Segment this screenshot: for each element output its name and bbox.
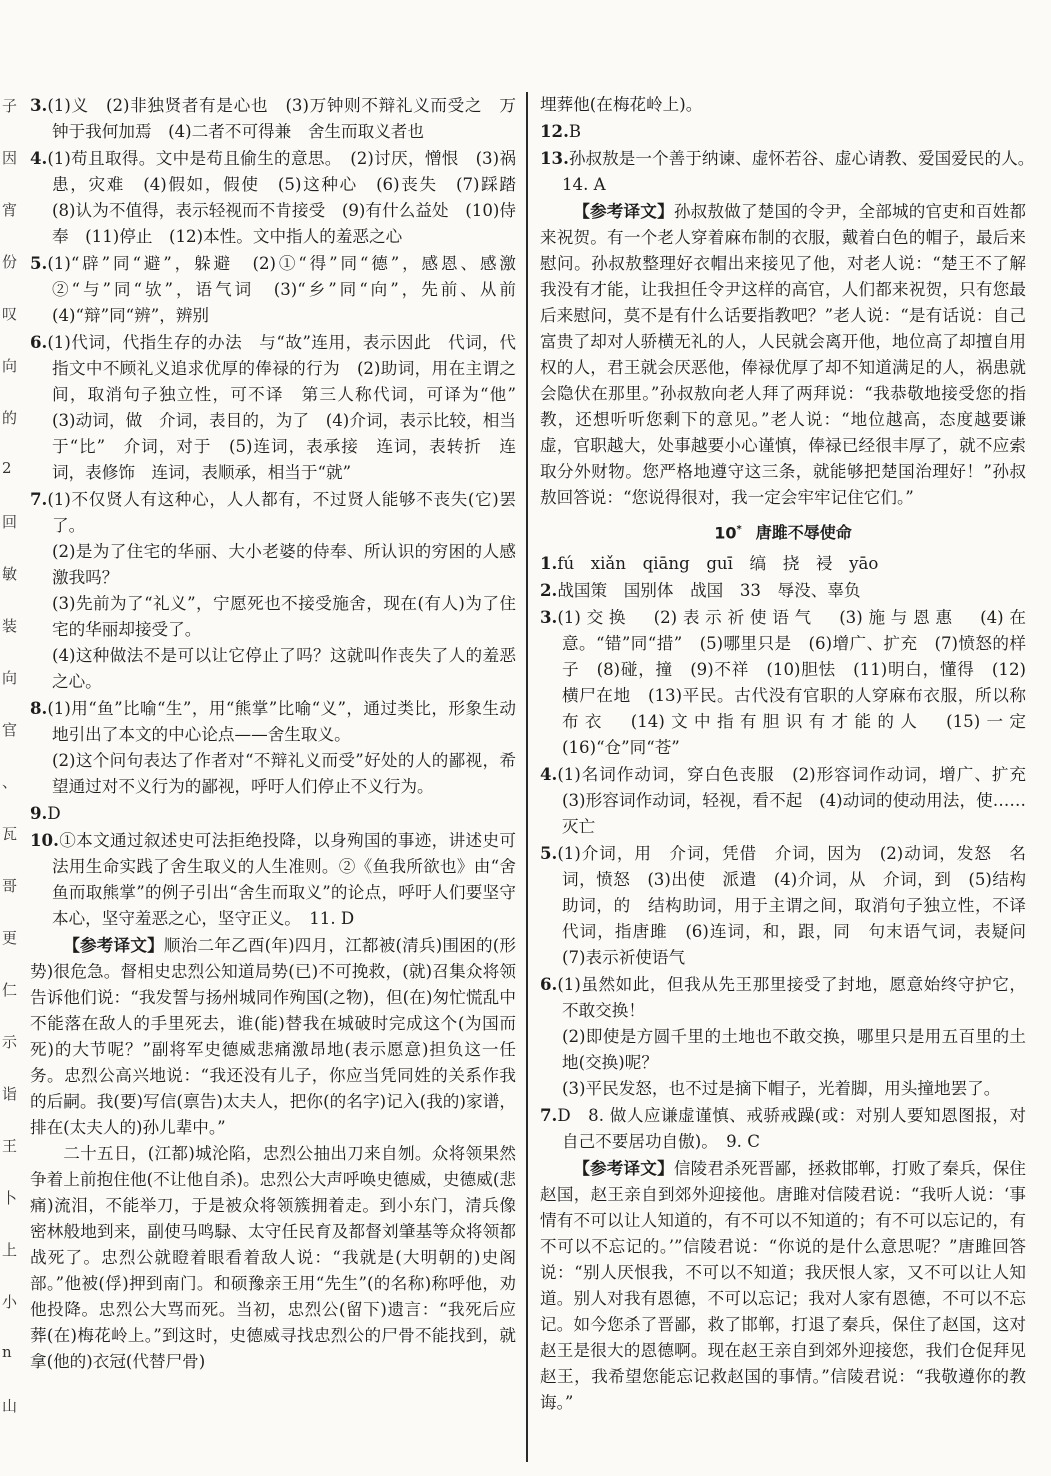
item-text: (1)“辟”同“避”，躲避 (2)①“得”同“德”，感恩、感激 ②“与”同“欤”，语气词 (3)“乡”同“向”，先前、从前 (4)“辩”同“辨”，辨别 (47, 254, 533, 325)
gutter-fragment: 示 (2, 1033, 18, 1051)
answer-item (30, 145, 533, 250)
gutter-fragment: 上 (2, 1241, 18, 1259)
item-text: (1)义 (2)非独贤者有是心也 (3)万钟则不辩礼义而受之 万钟于我何加焉 (4)二者不可得兼 舍生而取义者也 (47, 96, 516, 141)
answer-item (540, 577, 1026, 604)
item-text: fú xiǎn qiāng guī 缟 挠 祲 yāo (557, 554, 879, 574)
item-text: D 8. 做人应谦虚谨慎、戒骄戒躁(或：对别人要知恩图报，对自己不要居功自傲)。 9. C (557, 1106, 1026, 1152)
section-heading (540, 517, 1026, 546)
item-text: ①本文通过叙述史可法拒绝投降，以身殉国的事迹，讲述史可法用生命实践了舍生取义的人生准则。②《鱼我所欲也》由“舍鱼而取熊掌”的例子引出“舍生而取义”的论点，呼吁人们要坚守本心，坚守羞恶之心，坚守正义。 11. D (52, 831, 516, 928)
item-text: D (47, 804, 61, 823)
right-column (540, 92, 1043, 1416)
gutter-fragment: 更 (2, 929, 18, 947)
item-text: (1)用“鱼”比喻“生”，用“熊掌”比喻“义”，通过类比，形象生动地引出了本文的中心论点——舍生取义。 (47, 699, 516, 744)
gutter-fragment: 仁 (2, 981, 18, 999)
item-number: 8. (30, 698, 48, 718)
item-number: 4. (540, 764, 558, 785)
item-number: 5. (540, 843, 558, 864)
item-text: (1)不仅贤人有这种心，人人都有，不过贤人能够不丧失(它)罢了。 (47, 490, 516, 535)
gutter-fragment: 2 (2, 459, 12, 477)
answer-item (30, 329, 533, 486)
answer-item (30, 92, 516, 145)
reference-translation (540, 198, 1026, 511)
gutter-fragment: 向 (2, 357, 18, 375)
reference-translation-label: 【参考译文】 (573, 1158, 674, 1179)
gutter-fragment: 官 (2, 721, 18, 739)
answer-item (540, 971, 1026, 1024)
item-number: 13. (540, 148, 569, 168)
gutter-fragment: 诣 (2, 1085, 18, 1103)
answer-item (540, 550, 1026, 577)
heading-star: * (736, 524, 742, 535)
item-number: 1. (540, 553, 558, 574)
translation-paragraph: 二十五日，(江都)城沦陷，忠烈公抽出刀来自刎。众将领果然争着上前抱住他(不让他自杀)。忠烈公大声呼唤史德威，史德威(悲痛)流泪，不能举刀，于是被众将领簇拥着走。到小东门，清兵像密林般地到来，副使马鸣騄、太守任民育及都督刘肇基等众将领都战死了。忠烈公就瞪着眼看着敌人说：“我就是(大明朝的)史阁部。”他被(俘)押到南门。和硕豫亲王用“先生”(的名称)称呼他，劝他投降。忠烈公大骂而死。当初，忠烈公(留下)遗言：“我死后应葬(在)梅花岭上。”到这时，史德威寻找忠烈公的尸骨不能找到，就拿(他的)衣冠(代替尸骨) (30, 1144, 516, 1371)
gutter-fragment: 向 (2, 669, 18, 687)
answer-subitem: (2)这个问句表达了作者对“不辩礼义而受”好处的人的鄙视，希望通过对不义行为的鄙视，呼吁人们停止不义行为。 (52, 751, 516, 796)
heading-title: 唐雎不辱使命 (755, 523, 852, 543)
heading-number: 10 (714, 523, 737, 543)
gutter-fragment: 的 (2, 409, 18, 427)
gutter-fragment: 哥 (2, 877, 18, 895)
reference-translation (540, 1155, 1026, 1416)
left-gutter-fragments (0, 0, 24, 1476)
item-text: (1)交换 (2)表示祈使语气 (3)施与恩惠 (4)在意。“错”同“措” (5)哪里只是 (6)增广、扩充 (7)愤怒的样子 (8)碰，撞 (9)不祥 (10)胆怯 (11)明白，懂得 (12)横尸在地 (13)平民。古代没有官职的人穿麻布衣服，所以称布衣 (14)文中指有胆识有才能的人 (15)一定 (16)“仓”同“苍” (557, 608, 1043, 758)
item-number: 3. (30, 95, 48, 115)
gutter-fragment: 卜 (2, 1189, 18, 1207)
item-text: 孙叔敖是一个善于纳谏、虚怀若谷、虚心请教、爱国爱民的人。 14. A (562, 149, 1043, 194)
item-text: (1)苟且取得。文中是苟且偷生的意思。 (2)讨厌，憎恨 (3)祸患，灾难 (4)假如，假使 (5)这种心 (6)丧失 (7)踩踏 (8)认为不值得，表示轻视而不肯接受 (9)有什么益处 (10)侍奉 (11)停止 (12)本性。文中指人的羞恶之心 (47, 149, 533, 246)
answer-item (30, 695, 516, 748)
item-number: 5. (30, 253, 48, 273)
answer-subitem: (2)是为了住宅的华丽、大小老婆的侍奉、所认识的穷困的人感激我吗？ (52, 542, 516, 587)
gutter-fragment: 因 (2, 149, 18, 167)
gutter-fragment: 子 (2, 97, 18, 115)
gutter-fragment: 回 (2, 513, 18, 531)
item-number: 9. (30, 803, 48, 823)
answer-item (540, 761, 1043, 840)
item-number: 6. (540, 974, 558, 995)
item-text: (1)虽然如此，但我从先王那里接受了封地，愿意始终守护它，不敢交换！ (557, 975, 1026, 1021)
gutter-fragment: 装 (2, 617, 18, 635)
item-number: 7. (30, 489, 48, 509)
gutter-fragment: 、 (2, 773, 18, 791)
answer-item (30, 250, 533, 329)
answer-item (540, 118, 1026, 145)
answer-subitem: (2)即使是方圆千里的土地也不敢交换，哪里只是用五百里的土地(交换)呢？ (562, 1027, 1026, 1073)
item-text: (1)代词，代指生存的办法 与“故”连用，表示因此 代词，代指文中不顾礼义追求优厚的俸禄的行为 (2)助词，用在主谓之间，取消句子独立性，可不译 第三人称代词，可译为“他” (3)动词，做 介词，表目的，为了 (4)介词，表示比较，相当于“比” 介词，对于 (5)连词，表承接 连词，表转折 连词，表修饰 连词，表顺承，相当于“就” (47, 333, 533, 482)
left-column (30, 92, 533, 1375)
answer-subitem: (4)这种做法不是可以让它停止了吗？这就叫作丧失了人的羞恶之心。 (52, 646, 516, 691)
item-text: (1)名词作动词，穿白色丧服 (2)形容词作动词，增广、扩充 (3)形容词作动词，轻视，看不起 (4)动词的使动用法，使……灭亡 (557, 765, 1043, 837)
reference-translation-label: 【参考译文】 (573, 201, 674, 221)
answer-item (30, 486, 516, 539)
gutter-fragment: 王 (2, 1137, 18, 1155)
gutter-fragment: 敏 (2, 565, 18, 583)
item-text: 战国策 国别体 战国 33 辱没、辜负 (557, 581, 861, 601)
answer-item (30, 800, 516, 827)
translation-text: 孙叔敖做了楚国的令尹，全部城的官吏和百姓都来祝贺。有一个老人穿着麻布制的衣服，戴着白色的帽子，最后来慰问。孙叔敖整理好衣帽出来接见了他，对老人说：“楚王不了解我没有才能，让我担任令尹这样的高官，人们都来祝贺，只有您最后来慰问，莫不是有什么话要指教吧？”老人说：“是有话说：自己富贵了却对人骄横无礼的人，人民就会离开他，地位高了却擅自用权的人，君王就会厌恶他，俸禄优厚了却不知道满足的人，祸患就会隐伏在那里。”孙叔敖向老人拜了两拜说：“我恭敬地接受您的指教，还想听听您剩下的意见。”老人说：“地位越高，态度越要谦虚，官职越大，处事越要小心谨慎，俸禄已经很丰厚了，就不应索取分外财物。您严格地遵守这三条，就能够把楚国治理好！”孙叔敖回答说：“您说得很对，我一定会牢牢记住它们。” (540, 202, 1027, 507)
gutter-fragment: 山 (2, 1397, 18, 1415)
answer-item (540, 840, 1043, 971)
continuation-text: 埋葬他(在梅花岭上)。 (540, 95, 703, 114)
answer-item (540, 604, 1043, 761)
gutter-fragment: 瓦 (2, 825, 18, 843)
reference-translation-label: 【参考译文】 (63, 935, 164, 955)
answer-item (540, 1102, 1026, 1155)
reference-translation (30, 932, 516, 1141)
item-number: 12. (540, 121, 569, 141)
gutter-fragment: 叹 (2, 305, 18, 323)
item-text: (1)介词，用 介词，凭借 介词，因为 (2)动词，发怒 名词，愤怒 (3)出使 派遣 (4)介词，从 介词，到 (5)结构助词，的 结构助词，用于主谓之间，取消句子独立性，不译 代词，指唐雎 (6)连词，和，跟，同 句末语气词，表疑问 (7)表示祈使语气 (557, 844, 1043, 968)
answer-item (30, 827, 516, 932)
item-number: 4. (30, 148, 48, 168)
item-number: 10. (30, 830, 59, 850)
item-number: 7. (540, 1105, 558, 1126)
translation-text: 顺治二年乙酉(年)四月，江都被(清兵)围困的(形势)很危急。督相史忠烈公知道局势(已)不可挽救，(就)召集众将领告诉他们说：“我发誓与扬州城同作殉国(之物)，但(在)匆忙慌乱中不能落在敌人的手里死去，谁(能)替我在城破时完成这个(为国而死)的大节呢？”副将军史德威悲痛激昂地(表示愿意)担负这一任务。忠烈公高兴地说：“我还没有儿子，你应当凭同姓的关系作我的后嗣。我(要)写信(禀告)太夫人，把你(的名字)记入(我的)家谱，排在(太夫人的)孙儿辈中。” (30, 936, 517, 1137)
item-text: B (568, 122, 582, 141)
answer-subitem: (3)平民发怒，也不过是摘下帽子，光着脚，用头撞地罢了。 (562, 1079, 1001, 1099)
answer-item (540, 145, 1043, 198)
gutter-fragment: n (2, 1343, 12, 1361)
gutter-fragment: 小 (2, 1293, 18, 1311)
translation-text: 信陵君杀死晋鄙，拯救邯郸，打败了秦兵，保住赵国，赵王亲自到郊外迎接他。唐雎对信陵君说：“我听人说：‘事情有不可以让人知道的，有不可以不知道的；有不可以忘记的，有不可以不忘记的。’”信陵君说：“你说的是什么意思呢？”唐雎回答说：“别人厌恨我，不可以不知道；我厌恨人家，又不可以让人知道。别人对我有恩德，不可以忘记；我对人家有恩德，不可以不忘记。如今您杀了晋鄙，救了邯郸，打退了秦兵，保住了赵国，这对赵王是很大的恩德啊。现在赵王亲自到郊外迎接您，我们仓促拜见赵王，我希望您能忘记救赵国的事情。”信陵君说：“我敬遵你的教诲。” (540, 1159, 1027, 1413)
gutter-fragment: 份 (2, 253, 18, 271)
item-number: 2. (540, 580, 558, 601)
item-number: 6. (30, 332, 48, 352)
item-number: 3. (540, 607, 558, 628)
answer-subitem: (3)先前为了“礼义”，宁愿死也不接受施舍，现在(有人)为了住宅的华丽却接受了。 (52, 594, 516, 639)
gutter-fragment: 宵 (2, 201, 18, 219)
